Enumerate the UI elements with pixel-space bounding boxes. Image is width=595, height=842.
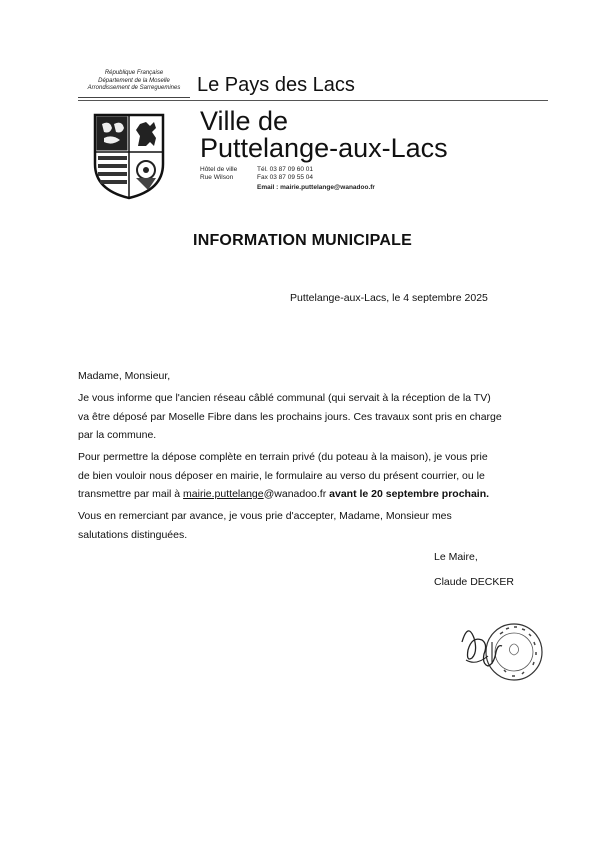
coat-of-arms-icon <box>92 112 166 200</box>
paragraph-2 <box>78 448 533 504</box>
header-divider-left <box>78 97 190 98</box>
admin-line-arrondissement: Arrondissement de Sarreguemines <box>87 85 181 91</box>
admin-line-republique: République Française <box>104 70 164 76</box>
administrative-header <box>78 70 190 93</box>
signature-stamp-icon <box>452 612 547 692</box>
paragraph-1-line-1: Je vous informe que l'ancien réseau câblé communal (qui servait à la réception de la TV) <box>78 392 491 404</box>
signoff: Le Maire, <box>434 551 478 563</box>
paragraph-1 <box>78 389 533 445</box>
email-address: Email : mairie.puttelange@wanadoo.fr <box>257 184 375 191</box>
fax-number: Fax 03 87 09 55 04 <box>257 174 314 181</box>
town-title-line2: Puttelange-aux-Lacs <box>200 133 448 163</box>
document-title: INFORMATION MUNICIPALE <box>193 232 412 249</box>
paragraph-1-line-2: va être déposé par Moselle Fibre dans les prochains jours. Ces travaux sont pris en charge <box>78 410 502 423</box>
town-title-line1: Ville de <box>200 106 289 136</box>
paragraph-2-line-1: Pour permettre la dépose complète en terrain privé (du poteau à la maison), je vous prie <box>78 451 488 463</box>
paragraph-2-line-3 <box>78 485 533 504</box>
paragraph-1-line-3: par la commune. <box>78 429 157 441</box>
paragraph-3-line-2: salutations distinguées. <box>78 528 188 541</box>
admin-line-departement: Département de la Moselle <box>98 77 170 84</box>
region-name: Le Pays des Lacs <box>197 74 355 96</box>
salutation: Madame, Monsieur, <box>78 370 171 382</box>
signatory-name: Claude DECKER <box>434 576 514 588</box>
email-link[interactable]: mairie.puttelange <box>183 488 264 500</box>
header-divider <box>78 100 548 101</box>
paragraph-3 <box>78 507 533 544</box>
date-line: Puttelange-aux-Lacs, le 4 septembre 2025 <box>290 292 488 304</box>
street-label: Rue Wilson <box>200 174 234 181</box>
email-domain: @wanadoo.fr <box>263 488 330 500</box>
paragraph-3-line-1: Vous en remerciant par avance, je vous prie d'accepter, Madame, Monsieur mes <box>78 510 452 522</box>
phone-number: Tél. 03 87 09 60 01 <box>257 166 314 173</box>
paragraph-2-line-3-prefix: transmettre par mail à <box>78 488 184 500</box>
paragraph-2-line-2: de bien vouloir nous déposer en mairie, le formulaire au verso du présent courrier, ou le <box>78 469 485 482</box>
deadline-text: avant le 20 septembre prochain. <box>329 488 490 500</box>
hotel-de-ville-label: Hôtel de ville <box>200 166 238 173</box>
